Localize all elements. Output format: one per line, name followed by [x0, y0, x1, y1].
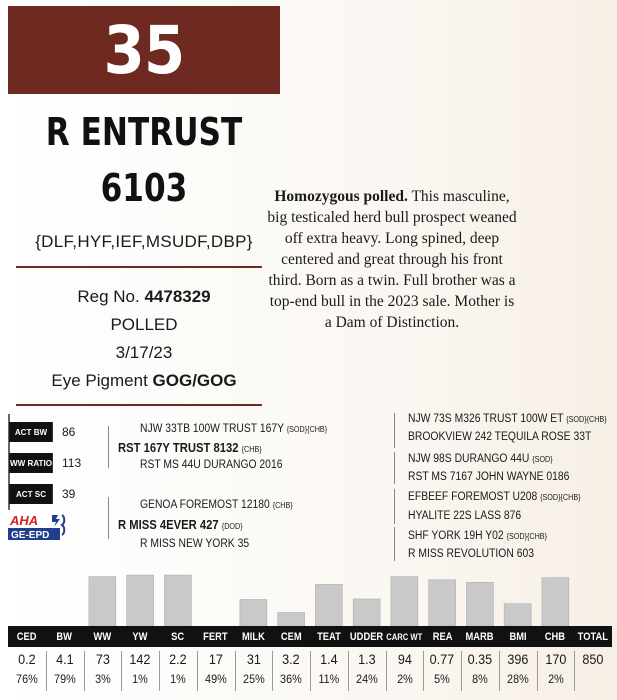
- epd-value: 2.2: [169, 651, 187, 667]
- epd-percentile: 36%: [280, 672, 302, 686]
- pedigree-name: RST 167Y TRUST 8132: [118, 441, 239, 455]
- pedigree-sire-sire: [140, 423, 327, 435]
- logo-ge-epd-text: GE-EPD: [11, 530, 50, 541]
- percentile-bar-rea: [429, 580, 456, 626]
- pedigree-name: R MISS NEW YORK 35: [140, 538, 250, 550]
- column-divider: [272, 651, 273, 691]
- description-lead: Homozygous polled.: [274, 188, 408, 205]
- pedigree-tag: {SOD}{CHB}: [540, 493, 581, 502]
- ww-ratio-label: WW RATIO: [9, 453, 53, 473]
- epd-percentile: 2%: [547, 672, 564, 686]
- epd-label: MILK: [241, 630, 265, 643]
- description-text: This masculine, big testicaled herd bull prospect weaned off extra heavy. Long spined, deep centered and great through his front third. Born as a twin. Full brother was a top-end bull in the 2023 sale. Mother is a Dam of Distinction.: [267, 188, 517, 331]
- epd-label: SC: [171, 630, 185, 643]
- epd-label: BW: [56, 630, 73, 643]
- pedigree-name: RST MS 44U DURANGO 2016: [140, 459, 283, 471]
- pedigree-tag: {SOD}: [532, 455, 553, 464]
- pedigree-sssd: [408, 431, 591, 443]
- pedigree-ddss: [408, 530, 547, 542]
- pedigree-name: R MISS REVOLUTION 603: [408, 548, 534, 560]
- pedigree-ddsd: [408, 548, 534, 560]
- pedigree-tag: {CHB}: [272, 501, 293, 510]
- epd-label-cell: [574, 626, 612, 647]
- lot-number: 35: [103, 11, 185, 89]
- epd-value: 4.1: [55, 651, 74, 667]
- pedigree-name: HYALITE 22S LASS 876: [408, 510, 522, 522]
- animal-tattoo: 6103: [100, 166, 188, 210]
- eye-pigment-value: GOG/GOG: [152, 371, 237, 390]
- percentile-bar-sc: [164, 575, 191, 626]
- pedigree-ssdd: [408, 471, 569, 483]
- epd-label: YW: [132, 630, 148, 643]
- epd-percentile: 24%: [355, 672, 378, 686]
- divider: [16, 266, 262, 268]
- pedigree-name: BROOKVIEW 242 TEQUILA ROSE 33T: [408, 431, 592, 443]
- column-divider: [121, 651, 122, 691]
- epd-value: 31: [246, 651, 261, 667]
- pedigree-dssd: [408, 510, 521, 522]
- epd-percentile: 79%: [53, 672, 76, 686]
- pedigree-name: NJW 73S M326 TRUST 100W ET: [408, 413, 564, 425]
- epd-percentile: 25%: [242, 672, 265, 686]
- epd-label: CARC WT: [386, 631, 423, 642]
- percentile-bar-bmi: [504, 604, 531, 626]
- epd-value: 0.2: [18, 651, 36, 667]
- pedigree-name: R MISS 4EVER 427: [118, 518, 219, 532]
- pedigree-name: SHF YORK 19H Y02: [408, 530, 504, 542]
- aha-ge-epd-logo: [8, 513, 76, 541]
- epd-label: REA: [432, 630, 452, 643]
- epd-label-cell: [197, 626, 235, 647]
- epd-label-cell: [121, 626, 159, 647]
- epd-label-cell: [8, 626, 46, 647]
- pedigree-tag: {SOD}{CHB}: [286, 425, 328, 434]
- percentile-bar-teat: [315, 584, 342, 626]
- epd-label-cell: [499, 626, 537, 647]
- birth-date: 3/17/23: [115, 343, 173, 362]
- column-divider: [461, 651, 462, 691]
- animal-name: R ENTRUST: [45, 110, 243, 154]
- act-bw-value: 86: [62, 425, 76, 439]
- epd-label-cell: [461, 626, 499, 647]
- pedigree-name: GENOA FOREMOST 12180: [140, 499, 270, 511]
- polled-status: POLLED: [110, 315, 178, 334]
- pedigree-ssss: [408, 413, 607, 425]
- percentile-bar-cem: [278, 612, 305, 626]
- epd-percentile: 76%: [16, 672, 38, 686]
- divider: [16, 404, 262, 406]
- epd-value: 73: [95, 651, 110, 667]
- pedigree-name: EFBEEF FOREMOST U208: [408, 491, 538, 503]
- epd-percentile: 1%: [170, 672, 186, 686]
- pedigree-ssds: [408, 453, 553, 465]
- epd-value: 0.77: [429, 651, 455, 667]
- pedigree-sire-dam: [140, 459, 282, 471]
- pedigree-dam-dam: [140, 538, 249, 550]
- percentile-bar-chart: [8, 574, 612, 626]
- epd-label-cell: [159, 626, 197, 647]
- epd-label: UDDER: [349, 630, 384, 643]
- epd-percentile: 8%: [472, 672, 488, 686]
- act-sc-value: 39: [62, 487, 76, 501]
- epd-value: 1.4: [320, 651, 338, 667]
- epd-label-cell: [46, 626, 84, 647]
- epd-value: 396: [507, 651, 529, 667]
- epd-label-cell: [84, 626, 122, 647]
- epd-label-cell: [348, 626, 386, 647]
- genetic-designations: {DLF,HYF,IEF,MSUDF,DBP}: [35, 232, 253, 251]
- epd-label-cell: [537, 626, 575, 647]
- percentile-bar-carc-wt: [391, 577, 418, 626]
- column-divider: [197, 651, 198, 691]
- pedigree-dsss: [408, 491, 581, 503]
- pedigree-tag: {SOD}{CHB}: [506, 532, 548, 541]
- percentile-bar-marb: [466, 582, 493, 626]
- percentile-bar-chb: [542, 578, 569, 626]
- pedigree-tag: {DOD}: [221, 522, 243, 531]
- epd-label-cell: [272, 626, 310, 647]
- column-divider: [499, 651, 500, 691]
- percentile-bar-ww: [89, 577, 116, 626]
- percentile-bar-udder: [353, 599, 380, 626]
- epd-value: 3.2: [282, 651, 300, 667]
- percentile-bar-yw: [127, 575, 154, 626]
- ww-ratio-value: 113: [62, 456, 82, 470]
- percentile-bar-milk: [240, 599, 267, 626]
- epd-value: 142: [129, 651, 151, 667]
- epd-label: FERT: [203, 630, 228, 643]
- epd-value: 0.35: [467, 651, 493, 667]
- reg-value: 4478329: [144, 287, 211, 306]
- epd-value: 94: [397, 651, 412, 667]
- pedigree-dam: [118, 518, 243, 532]
- column-divider: [46, 651, 47, 691]
- column-divider: [537, 651, 538, 691]
- bull-description: [266, 186, 518, 333]
- column-divider: [159, 651, 160, 691]
- eye-pigment: [8, 371, 280, 391]
- epd-label: BMI: [509, 630, 527, 643]
- epd-label-cell: [235, 626, 273, 647]
- epd-label-cell: [310, 626, 348, 647]
- epd-label: CEM: [280, 630, 302, 643]
- epd-label: WW: [93, 630, 112, 643]
- epd-value: 1.3: [357, 651, 376, 667]
- column-divider: [235, 651, 236, 691]
- pedigree-name: RST MS 7167 JOHN WAYNE 0186: [408, 471, 570, 483]
- epd-percentile: 28%: [506, 672, 529, 686]
- epd-percentile: 1%: [132, 672, 148, 686]
- column-divider: [348, 651, 349, 691]
- epd-label-cell: [386, 626, 424, 647]
- column-divider: [386, 651, 387, 691]
- epd-percentile: 3%: [94, 672, 111, 686]
- epd-label: TOTAL: [577, 630, 609, 643]
- epd-value: 850: [582, 651, 604, 667]
- epd-header-bar: [8, 626, 612, 647]
- eye-pigment-label: Eye Pigment: [51, 371, 148, 390]
- reg-label: Reg No.: [77, 287, 140, 306]
- lot-number-banner: [8, 6, 280, 94]
- epd-percentile: 49%: [204, 672, 227, 686]
- logo-aha-text: AHA: [10, 513, 39, 528]
- epd-label-cell: [423, 626, 461, 647]
- act-bw-label: ACT BW: [9, 422, 53, 442]
- epd-percentile: 11%: [318, 672, 340, 686]
- pedigree-dam-sire: [140, 499, 293, 511]
- epd-label: CED: [16, 630, 37, 643]
- column-divider: [574, 651, 575, 691]
- column-divider: [423, 651, 424, 691]
- column-divider: [310, 651, 311, 691]
- epd-value: 17: [208, 651, 223, 667]
- epd-label: TEAT: [317, 630, 341, 643]
- pedigree-name: NJW 98S DURANGO 44U: [408, 453, 530, 465]
- epd-value: 170: [544, 651, 566, 667]
- pedigree-sire: [118, 441, 262, 455]
- epd-percentile: 2%: [396, 672, 413, 686]
- act-sc-label: ACT SC: [9, 484, 53, 504]
- epd-percentile: 5%: [434, 672, 450, 686]
- column-divider: [84, 651, 85, 691]
- pedigree-tag: {CHB}: [241, 445, 262, 454]
- pedigree-name: NJW 33TB 100W TRUST 167Y: [140, 423, 284, 435]
- pedigree-tag: {SOD}{CHB}: [566, 415, 607, 424]
- registration-number: [8, 287, 280, 307]
- epd-label: MARB: [465, 630, 494, 643]
- epd-label: CHB: [545, 630, 566, 643]
